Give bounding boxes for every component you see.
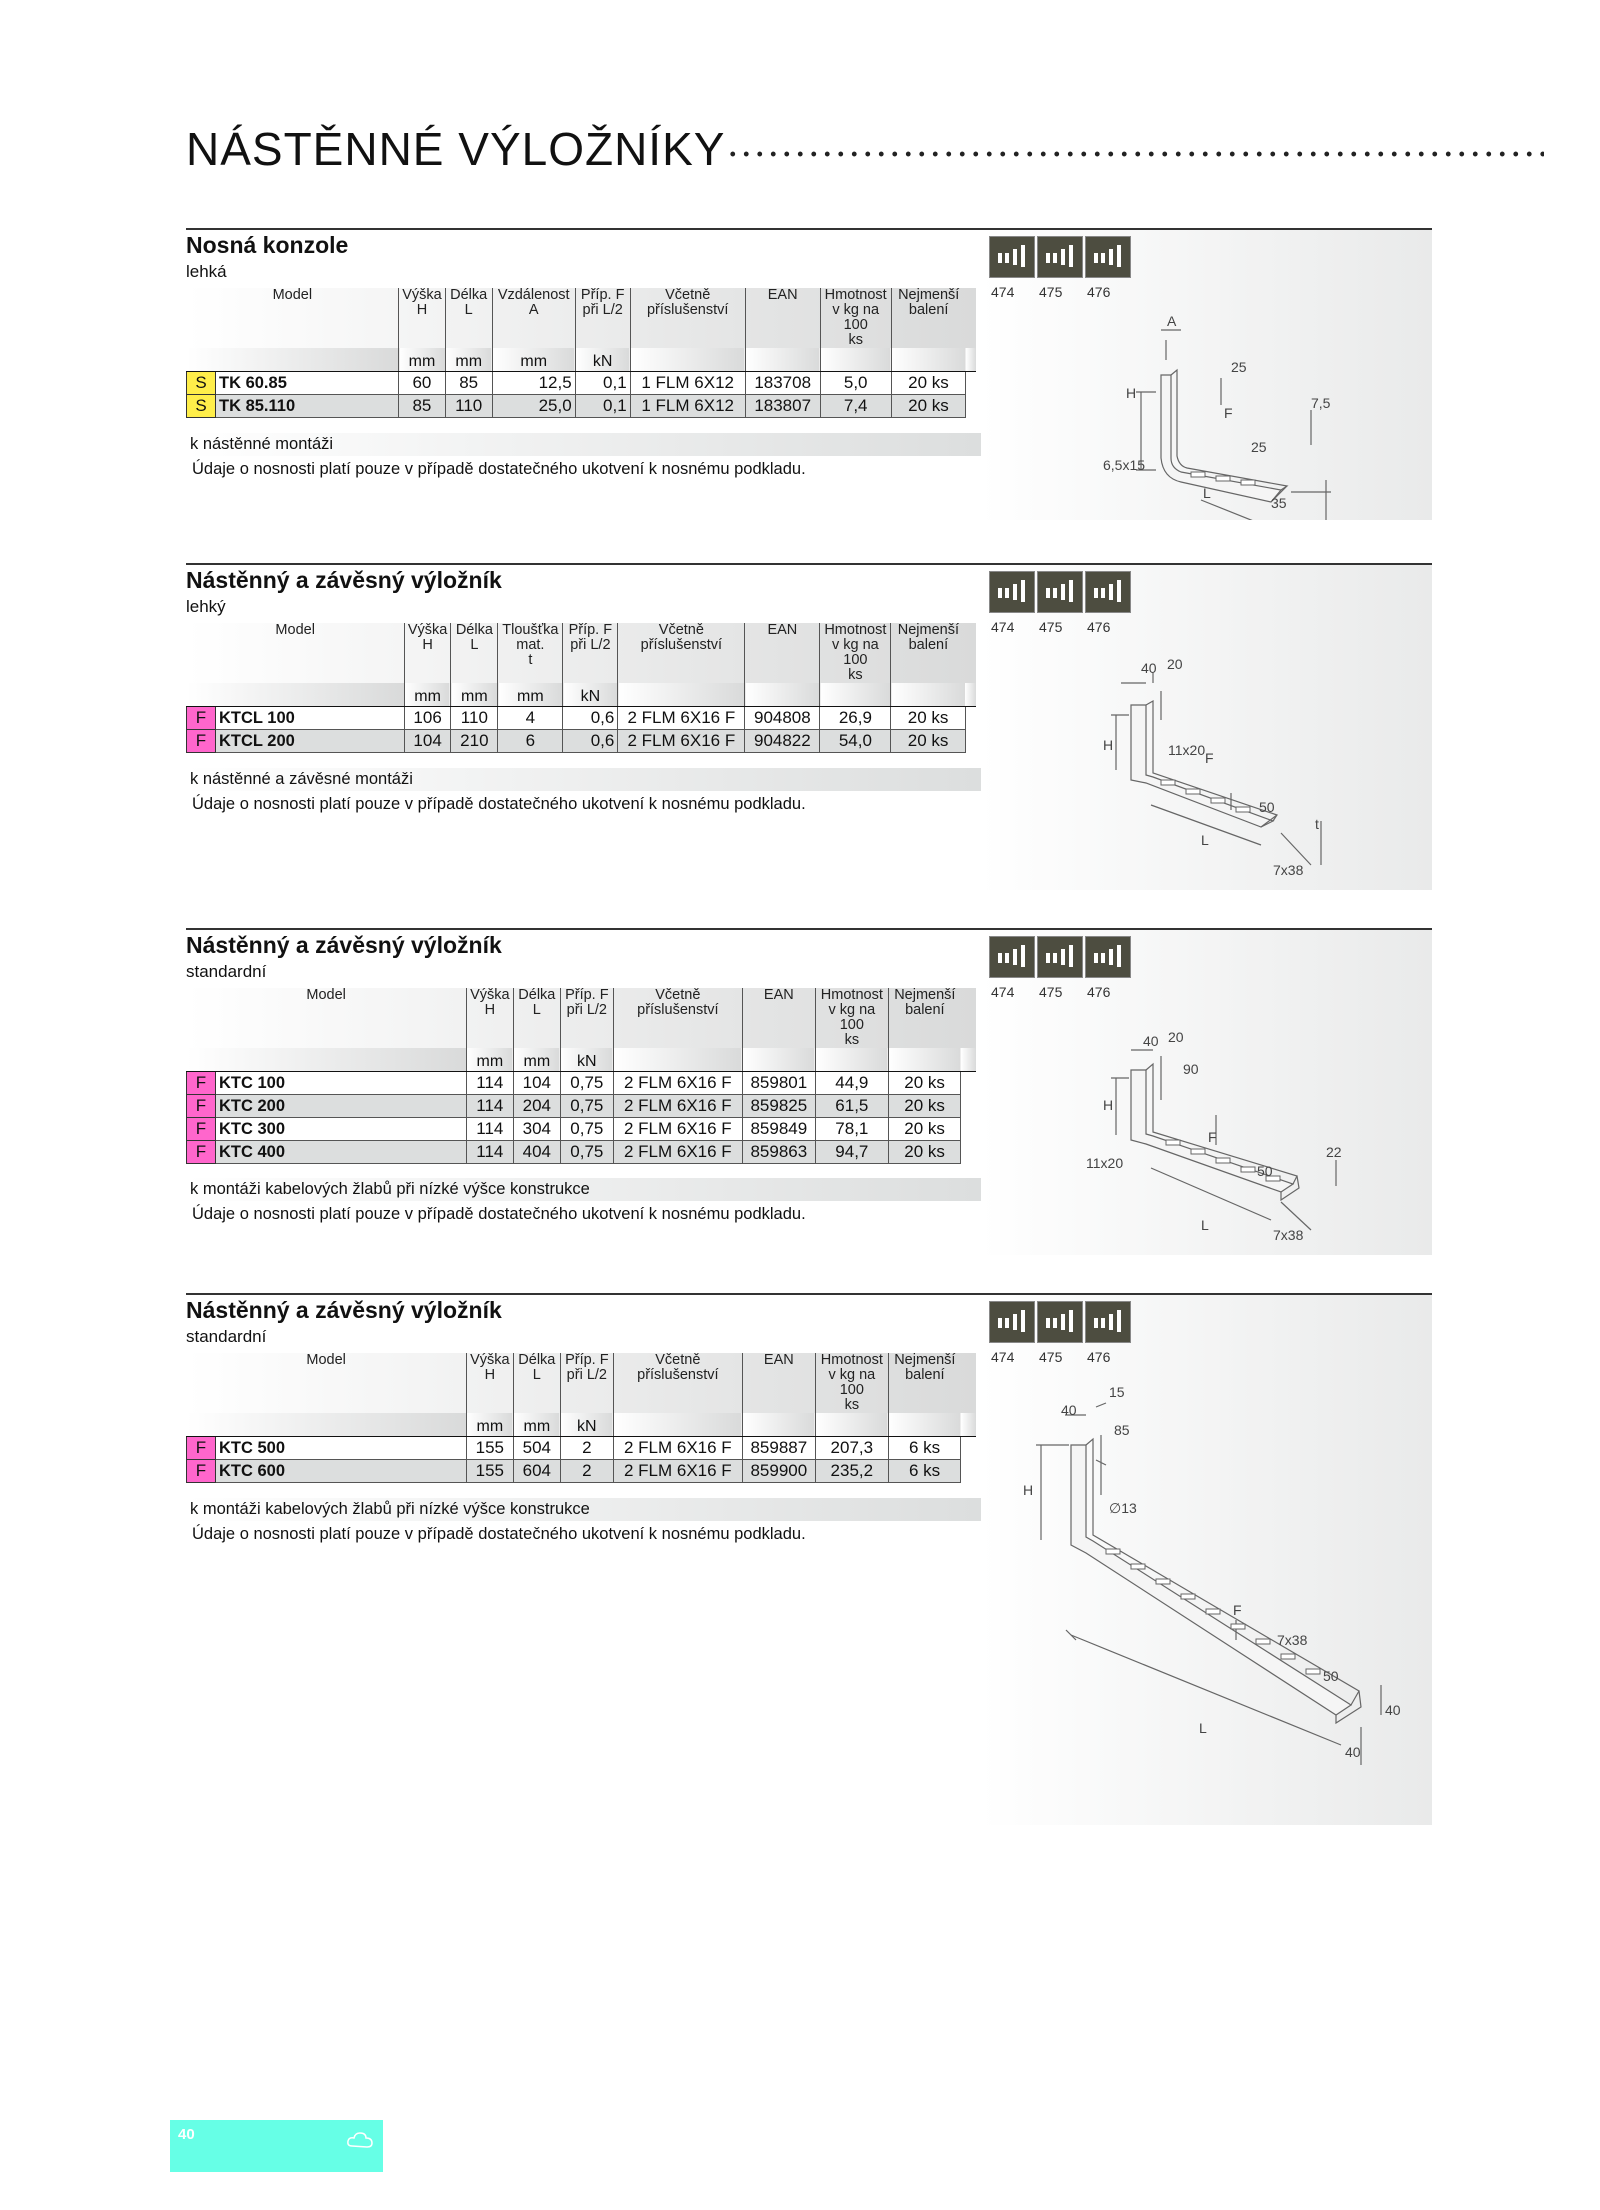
ean-cell: 859849	[742, 1118, 815, 1141]
model-cell: KTC 200	[216, 1095, 467, 1118]
col-header: Příp. F při L/2	[560, 988, 613, 1048]
cell: 235,2	[815, 1460, 888, 1483]
units-row	[187, 683, 977, 707]
diagram-label: F	[1205, 750, 1214, 766]
cell: 6 ks	[888, 1437, 961, 1460]
col-header: Tloušťka mat. t	[498, 623, 563, 683]
cell: 4	[498, 707, 563, 730]
cell: 85	[445, 372, 492, 395]
col-header: Délka L	[445, 288, 492, 348]
col-header: Příp. F při L/2	[563, 623, 618, 683]
diagram-label: 40	[1385, 1702, 1401, 1718]
diagram-label: F	[1208, 1129, 1217, 1145]
icon-label: 475	[1039, 619, 1063, 635]
stock-mark: F	[187, 1072, 216, 1095]
cell: 210	[451, 730, 498, 753]
diagram-label: 40	[1061, 1402, 1077, 1418]
section-subtitle: lehká	[186, 262, 227, 281]
stock-mark: F	[187, 730, 216, 753]
icon-label: 476	[1087, 1349, 1111, 1365]
load-note: Údaje o nosnosti platí pouze v případě dostatečného ukotvení k nosnému podkladu.	[192, 1205, 806, 1223]
cell: 20 ks	[888, 1072, 961, 1095]
col-header: EAN	[742, 988, 815, 1048]
cell: 6	[498, 730, 563, 753]
unit: mm	[498, 683, 563, 707]
col-header: Délka L	[451, 623, 498, 683]
cell: 104	[513, 1072, 560, 1095]
cell: 0,1	[575, 395, 630, 418]
units-row	[187, 348, 977, 372]
product-image-panel	[981, 1295, 1432, 1825]
cell: 404	[513, 1141, 560, 1164]
stock-mark: F	[187, 707, 216, 730]
page-title: NÁSTĚNNÉ VÝLOŽNÍKY	[186, 123, 726, 175]
section-ktc-standard	[186, 928, 1432, 1258]
table-header-row	[187, 988, 977, 1048]
section-nosna-konzole	[186, 228, 1432, 528]
cell: 12,5	[492, 372, 575, 395]
icon-label: 476	[1087, 284, 1111, 300]
icon-label: 475	[1039, 1349, 1063, 1365]
cell: 2 FLM 6X16 F	[613, 1072, 742, 1095]
model-cell: KTCL 200	[216, 730, 405, 753]
bracket-drawing	[981, 1295, 1432, 1825]
cell: 20 ks	[891, 730, 966, 753]
cell: 207,3	[815, 1437, 888, 1460]
cell: 54,0	[820, 730, 891, 753]
mounting-note: k montáži kabelových žlabů při nízké výšce konstrukce	[186, 1498, 981, 1521]
col-header: Nejmenší balení	[898, 287, 960, 318]
col-header: Hmotnost v kg na 100 ks	[820, 288, 891, 348]
table-row	[187, 372, 977, 395]
col-header: Vzdálenost A	[492, 288, 575, 348]
icon-label: 475	[1039, 284, 1063, 300]
unit: mm	[445, 348, 492, 372]
model-cell: KTC 300	[216, 1118, 467, 1141]
diagram-label: 22	[1326, 1144, 1342, 1160]
load-note: Údaje o nosnosti platí pouze v případě dostatečného ukotvení k nosnému podkladu.	[192, 460, 806, 478]
cell: 25,0	[492, 395, 575, 418]
diagram-label: F	[1233, 1602, 1242, 1618]
table-header-row	[187, 1353, 977, 1413]
diagram-label: H	[1023, 1482, 1034, 1498]
col-header: Model	[187, 1353, 467, 1413]
section-title: Nástěnný a závěsný výložník	[186, 567, 502, 593]
cell: 44,9	[815, 1072, 888, 1095]
icon-label: 474	[991, 1349, 1015, 1365]
cell: 0,75	[560, 1095, 613, 1118]
cloud-icon	[346, 2130, 374, 2157]
section-ktc-heavy	[186, 1293, 1432, 1833]
diagram-label: t	[1315, 816, 1319, 832]
ean-cell: 183708	[745, 372, 820, 395]
load-note: Údaje o nosnosti platí pouze v případě dostatečného ukotvení k nosnému podkladu.	[192, 795, 806, 813]
diagram-label: 15	[1109, 1384, 1125, 1400]
diagram-label: 7x38	[1273, 1227, 1304, 1243]
cell: 304	[513, 1118, 560, 1141]
product-image-panel	[981, 930, 1432, 1255]
diagram-label: 7x38	[1273, 862, 1304, 878]
cell: 2 FLM 6X16 F	[613, 1118, 742, 1141]
diagram-label: H	[1103, 737, 1114, 753]
mounting-note: k nástěnné a závěsné montáži	[186, 768, 981, 791]
diagram-label: 40	[1143, 1033, 1159, 1049]
col-header: Hmotnost v kg na 100 ks	[815, 1353, 888, 1413]
cell: 2 FLM 6X16 F	[613, 1141, 742, 1164]
cell: 20 ks	[891, 707, 966, 730]
section-title: Nástěnný a závěsný výložník	[186, 1297, 502, 1323]
col-header: Příp. F při L/2	[575, 288, 630, 348]
unit: kN	[560, 1048, 613, 1072]
ean-cell: 859825	[742, 1095, 815, 1118]
diagram-label: 40	[1345, 1744, 1361, 1760]
cell: 94,7	[815, 1141, 888, 1164]
cell: 604	[513, 1460, 560, 1483]
stock-mark: F	[187, 1437, 216, 1460]
stock-mark: F	[187, 1141, 216, 1164]
diagram-label: 40	[1141, 660, 1157, 676]
col-header: Nejmenší balení	[894, 1352, 956, 1383]
load-note: Údaje o nosnosti platí pouze v případě dostatečného ukotvení k nosnému podkladu.	[192, 1525, 806, 1543]
ean-cell: 859887	[742, 1437, 815, 1460]
unit: mm	[466, 1048, 513, 1072]
diagram-label: 25	[1231, 359, 1247, 375]
col-header: Nejmenší balení	[897, 622, 959, 653]
diagram-label: L	[1201, 1217, 1209, 1233]
cell: 5,0	[820, 372, 891, 395]
icon-label: 476	[1087, 619, 1111, 635]
icon-label: 476	[1087, 984, 1111, 1000]
unit: mm	[399, 348, 446, 372]
unit: mm	[451, 683, 498, 707]
cell: 0,6	[563, 707, 618, 730]
diagram-label: 35	[1271, 495, 1287, 511]
col-header: Výška H	[466, 1353, 513, 1413]
icon-label: 474	[991, 284, 1015, 300]
product-table	[186, 1353, 976, 1483]
title-dotted-leader	[726, 150, 1544, 158]
table-row	[187, 707, 977, 730]
bracket-drawing	[981, 230, 1432, 520]
cell: 114	[466, 1072, 513, 1095]
units-row	[187, 1048, 977, 1072]
col-header: Včetně příslušenství	[613, 1353, 742, 1413]
col-header: Model	[187, 988, 467, 1048]
diagram-label: L	[1201, 832, 1209, 848]
cell: 20 ks	[891, 372, 966, 395]
col-header: Výška H	[466, 988, 513, 1048]
col-header: EAN	[745, 623, 820, 683]
bracket-drawing	[981, 930, 1432, 1255]
icon-label: 474	[991, 619, 1015, 635]
table-header-row	[187, 623, 977, 683]
cell: 0,6	[563, 730, 618, 753]
col-header: Délka L	[513, 1353, 560, 1413]
ean-cell: 904822	[745, 730, 820, 753]
cell: 7,4	[820, 395, 891, 418]
cell: 20 ks	[888, 1141, 961, 1164]
cell: 78,1	[815, 1118, 888, 1141]
cell: 26,9	[820, 707, 891, 730]
icon-label: 474	[991, 984, 1015, 1000]
model-cell: KTC 400	[216, 1141, 467, 1164]
cell: 85	[399, 395, 446, 418]
cell: 6 ks	[888, 1460, 961, 1483]
diagram-label: 11x20	[1168, 742, 1206, 758]
model-cell: TK 60.85	[216, 372, 399, 395]
diagram-label: 25	[1251, 439, 1267, 455]
col-header: Nejmenší balení	[894, 987, 956, 1018]
cell: 20 ks	[888, 1095, 961, 1118]
diagram-label: 11x20	[1086, 1155, 1124, 1171]
cell: 60	[399, 372, 446, 395]
ean-cell: 859801	[742, 1072, 815, 1095]
col-header: Příp. F při L/2	[560, 1353, 613, 1413]
unit: kN	[560, 1413, 613, 1437]
section-subtitle: lehký	[186, 597, 226, 616]
table-row	[187, 1095, 977, 1118]
cell: 155	[466, 1460, 513, 1483]
col-header: Hmotnost v kg na 100 ks	[820, 623, 891, 683]
unit: mm	[513, 1413, 560, 1437]
product-table	[186, 623, 976, 753]
diagram-label: A	[1167, 313, 1177, 329]
diagram-label: L	[1199, 1720, 1207, 1736]
model-cell: KTC 100	[216, 1072, 467, 1095]
cell: 110	[445, 395, 492, 418]
diagram-label: 50	[1323, 1668, 1339, 1684]
product-table	[186, 988, 976, 1164]
page-number: 40	[178, 2126, 195, 2143]
diagram-label: 50	[1257, 1163, 1273, 1179]
cell: 114	[466, 1118, 513, 1141]
table-row	[187, 1141, 977, 1164]
table-row	[187, 1118, 977, 1141]
diagram-label: 20	[1167, 656, 1183, 672]
icon-label: 475	[1039, 984, 1063, 1000]
unit: mm	[492, 348, 575, 372]
product-image-panel	[981, 230, 1432, 520]
diagram-label: L	[1203, 485, 1211, 501]
col-header: EAN	[745, 288, 820, 348]
cell: 0,75	[560, 1141, 613, 1164]
page-number-box	[170, 2120, 383, 2172]
cell: 2 FLM 6X16 F	[613, 1460, 742, 1483]
stock-mark: S	[187, 372, 216, 395]
diagram-label: 50	[1259, 799, 1275, 815]
table-row	[187, 1072, 977, 1095]
stock-mark: F	[187, 1460, 216, 1483]
diagram-label: ∅13	[1109, 1500, 1137, 1516]
units-row	[187, 1413, 977, 1437]
table-row	[187, 1460, 977, 1483]
cell: 110	[451, 707, 498, 730]
section-subtitle: standardní	[186, 1327, 267, 1346]
col-header: Včetně příslušenství	[613, 988, 742, 1048]
cell: 20 ks	[891, 395, 966, 418]
table-header-row	[187, 288, 977, 348]
col-header: Model	[187, 623, 405, 683]
col-header: Včetně příslušenství	[618, 623, 745, 683]
cell: 2 FLM 6X16 F	[613, 1095, 742, 1118]
cell: 204	[513, 1095, 560, 1118]
col-header: Výška H	[399, 288, 446, 348]
cell: 61,5	[815, 1095, 888, 1118]
cell: 2 FLM 6X16 F	[618, 730, 745, 753]
col-header: Včetně příslušenství	[630, 288, 745, 348]
stock-mark: S	[187, 395, 216, 418]
unit: kN	[575, 348, 630, 372]
model-cell: TK 85.110	[216, 395, 399, 418]
diagram-label: H	[1103, 1097, 1114, 1113]
bracket-drawing	[981, 565, 1432, 890]
col-header: EAN	[742, 1353, 815, 1413]
table-row	[187, 395, 977, 418]
section-title: Nosná konzole	[186, 232, 349, 258]
cell: 0,75	[560, 1072, 613, 1095]
diagram-label: 85	[1114, 1422, 1130, 1438]
product-table	[186, 288, 976, 418]
diagram-label: 7,5	[1311, 395, 1331, 411]
diagram-label: 6,5x15	[1103, 457, 1146, 473]
unit: kN	[563, 683, 618, 707]
model-cell: KTCL 100	[216, 707, 405, 730]
col-header: Výška H	[404, 623, 451, 683]
cell: 106	[404, 707, 451, 730]
ean-cell: 183807	[745, 395, 820, 418]
diagram-label: H	[1126, 385, 1137, 401]
col-header: Hmotnost v kg na 100 ks	[815, 988, 888, 1048]
diagram-label: 20	[1168, 1029, 1184, 1045]
cell: 104	[404, 730, 451, 753]
ean-cell: 904808	[745, 707, 820, 730]
col-header: Model	[187, 288, 399, 348]
cell: 2 FLM 6X16 F	[613, 1437, 742, 1460]
ean-cell: 859863	[742, 1141, 815, 1164]
cell: 155	[466, 1437, 513, 1460]
cell: 1 FLM 6X12	[630, 372, 745, 395]
cell: 114	[466, 1095, 513, 1118]
model-cell: KTC 600	[216, 1460, 467, 1483]
cell: 2	[560, 1460, 613, 1483]
cell: 2 FLM 6X16 F	[618, 707, 745, 730]
section-title: Nástěnný a závěsný výložník	[186, 932, 502, 958]
ean-cell: 859900	[742, 1460, 815, 1483]
cell: 504	[513, 1437, 560, 1460]
unit: mm	[466, 1413, 513, 1437]
unit: mm	[404, 683, 451, 707]
unit: mm	[513, 1048, 560, 1072]
cell: 2	[560, 1437, 613, 1460]
section-ktcl	[186, 563, 1432, 893]
table-row	[187, 1437, 977, 1460]
diagram-label: 7x38	[1277, 1632, 1308, 1648]
product-image-panel	[981, 565, 1432, 890]
cell: 0,1	[575, 372, 630, 395]
section-subtitle: standardní	[186, 962, 267, 981]
mounting-note: k nástěnné montáži	[186, 433, 981, 456]
model-cell: KTC 500	[216, 1437, 467, 1460]
mounting-note: k montáži kabelových žlabů při nízké výšce konstrukce	[186, 1178, 981, 1201]
diagram-label: 90	[1183, 1061, 1199, 1077]
stock-mark: F	[187, 1118, 216, 1141]
cell: 1 FLM 6X12	[630, 395, 745, 418]
cell: 114	[466, 1141, 513, 1164]
col-header: Délka L	[513, 988, 560, 1048]
table-row	[187, 730, 977, 753]
cell: 20 ks	[888, 1118, 961, 1141]
cell: 0,75	[560, 1118, 613, 1141]
stock-mark: F	[187, 1095, 216, 1118]
diagram-label: F	[1224, 405, 1233, 421]
